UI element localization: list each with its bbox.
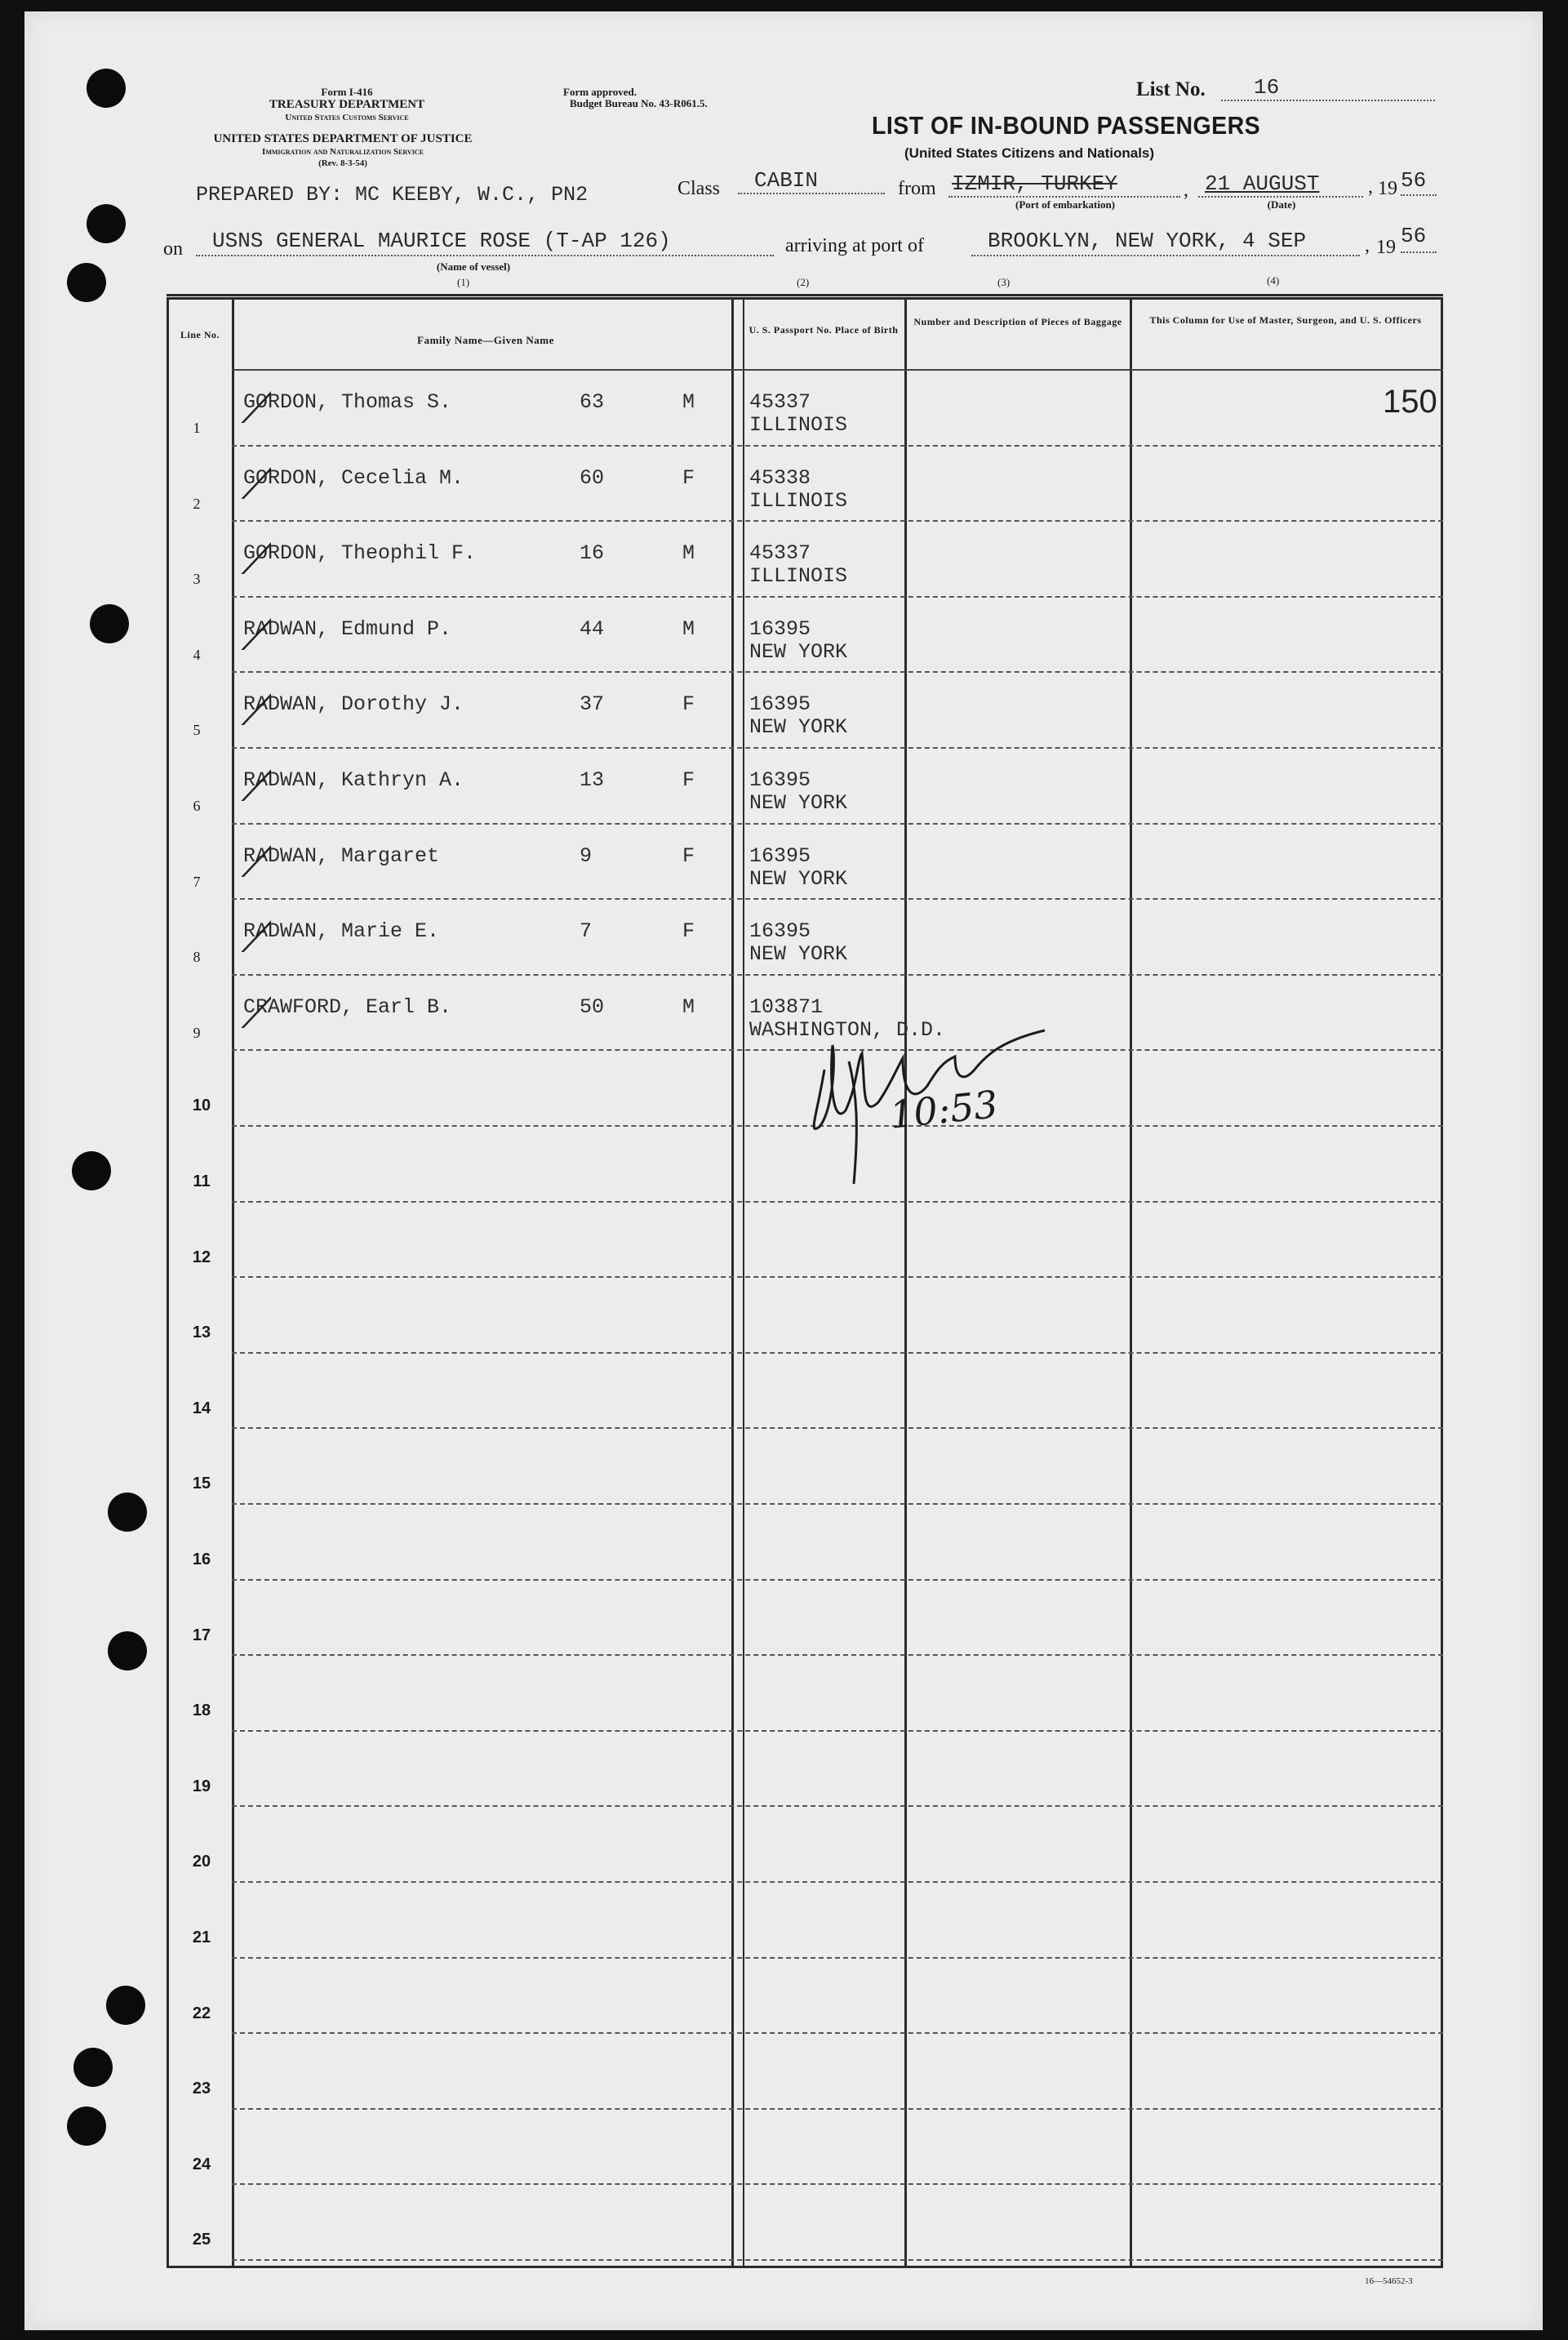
row-rule xyxy=(232,2183,1443,2185)
line-number: 12 xyxy=(192,1248,211,1266)
passenger-sex: F xyxy=(682,919,695,944)
passenger-name: GORDON, Theophil F. xyxy=(243,541,477,566)
on-label: on xyxy=(163,238,183,260)
binder-hole xyxy=(90,604,129,643)
prepared-by: PREPARED BY: MC KEEBY, W.C., PN2 xyxy=(196,183,589,207)
check-mark-icon xyxy=(214,979,271,1028)
col-divider xyxy=(232,297,234,2268)
line-number: 2 xyxy=(193,495,201,512)
line-number: 8 xyxy=(193,949,201,966)
passenger-sex: M xyxy=(682,616,695,641)
line-number: 10 xyxy=(192,1097,211,1115)
line-number: 6 xyxy=(193,798,201,814)
line-number: 4 xyxy=(193,646,201,663)
port-of-embarkation: IZMIR, TURKEY xyxy=(948,171,1180,198)
passenger-name: RADWAN, Edmund P. xyxy=(243,616,452,641)
line-number: 14 xyxy=(192,1399,211,1417)
row-rule xyxy=(232,1503,1443,1505)
col-divider xyxy=(1130,297,1132,2268)
budget-bureau: Budget Bureau No. 43-R061.5. xyxy=(570,97,708,109)
col-num-3: (3) xyxy=(997,276,1011,288)
form-id: Form I-416 xyxy=(321,86,373,98)
passport-number: 45337 xyxy=(749,390,811,414)
binder-hole xyxy=(73,2048,113,2087)
row-rule xyxy=(232,2259,1443,2261)
check-mark-icon xyxy=(214,450,271,499)
binder-hole xyxy=(108,1493,147,1532)
row-rule xyxy=(232,2032,1443,2034)
binder-hole xyxy=(67,263,106,302)
col-num-1: (1) xyxy=(457,276,470,288)
row-rule xyxy=(232,1427,1443,1429)
class-value: CABIN xyxy=(738,168,885,194)
passenger-name: CRAWFORD, Earl B. xyxy=(243,994,452,1019)
signature-time: 10:53 xyxy=(887,1082,1001,1137)
place-of-birth: NEW YORK xyxy=(749,942,848,967)
line-number: 21 xyxy=(192,1928,211,1946)
passport-number: 16395 xyxy=(749,692,811,717)
binder-hole xyxy=(106,1986,145,2025)
row-rule xyxy=(232,823,1443,825)
header-rule xyxy=(232,369,1443,371)
check-mark-icon xyxy=(214,525,271,574)
passenger-age: 60 xyxy=(580,465,605,490)
arriving-label: arriving at port of xyxy=(785,235,924,256)
page-title: LIST OF IN-BOUND PASSENGERS xyxy=(872,111,1261,140)
form-approved: Form approved. xyxy=(563,86,637,98)
line-number: 19 xyxy=(192,1777,211,1795)
from-label: from xyxy=(898,178,936,199)
line-number: 17 xyxy=(192,1626,211,1644)
row-rule xyxy=(232,747,1443,749)
line-number: 9 xyxy=(193,1024,201,1041)
passenger-name: RADWAN, Kathryn A. xyxy=(243,768,464,792)
year-2: 56 xyxy=(1401,224,1437,253)
place-of-birth: NEW YORK xyxy=(749,866,848,891)
justice-dept: UNITED STATES DEPARTMENT OF JUSTICE xyxy=(213,132,473,145)
check-mark-icon xyxy=(214,752,271,801)
page-subtitle: (United States Citizens and Nationals) xyxy=(904,145,1155,161)
passenger-name: RADWAN, Dorothy J. xyxy=(243,692,464,717)
passenger-age: 16 xyxy=(580,541,605,566)
passenger-age: 44 xyxy=(580,616,605,641)
passport-number: 16395 xyxy=(749,919,811,944)
line-number: 15 xyxy=(192,1475,211,1493)
header-passport: U. S. Passport No. Place of Birth xyxy=(748,324,899,336)
line-number: 7 xyxy=(193,873,201,890)
col-divider xyxy=(731,297,734,2268)
line-number: 22 xyxy=(192,2004,211,2022)
row-rule xyxy=(232,445,1443,447)
footer-code: 16—54652-3 xyxy=(1365,2276,1413,2286)
binder-hole xyxy=(87,69,126,108)
officer-note: 150 xyxy=(1383,384,1437,420)
row-rule xyxy=(232,1957,1443,1959)
line-number: 11 xyxy=(193,1172,211,1190)
list-number: 16 xyxy=(1221,75,1435,101)
line-number: 23 xyxy=(192,2080,211,2098)
check-mark-icon xyxy=(214,374,271,423)
place-of-birth: NEW YORK xyxy=(749,639,848,664)
passenger-age: 9 xyxy=(580,843,593,868)
row-rule xyxy=(232,1276,1443,1278)
check-mark-icon xyxy=(214,676,271,725)
line-number: 18 xyxy=(192,1702,211,1720)
passenger-sex: M xyxy=(682,994,695,1019)
row-rule xyxy=(232,520,1443,522)
list-label: List No. xyxy=(1136,78,1206,100)
check-mark-icon xyxy=(214,903,271,952)
row-rule xyxy=(232,596,1443,598)
line-number: 20 xyxy=(192,1853,211,1871)
passenger-name: GORDON, Cecelia M. xyxy=(243,465,464,490)
line-number: 16 xyxy=(192,1550,211,1568)
col-num-2: (2) xyxy=(797,276,810,288)
year-prefix-2: 19 xyxy=(1376,237,1396,258)
passenger-sex: M xyxy=(682,390,695,414)
place-of-birth: NEW YORK xyxy=(749,715,848,740)
year-1: 56 xyxy=(1401,168,1437,196)
check-mark-icon xyxy=(214,828,271,877)
col-num-4: (4) xyxy=(1267,274,1280,287)
place-of-birth: ILLINOIS xyxy=(749,488,848,513)
embark-date: 21 AUGUST xyxy=(1198,171,1363,198)
header-name: Family Name—Given Name xyxy=(417,334,554,346)
col-divider xyxy=(743,297,744,2268)
binder-hole xyxy=(108,1631,147,1670)
place-of-birth: NEW YORK xyxy=(749,791,848,815)
passenger-sex: F xyxy=(682,692,695,717)
vessel-name: USNS GENERAL MAURICE ROSE (T-AP 126) xyxy=(196,229,774,256)
port-embark-label: (Port of embarkation) xyxy=(1015,198,1116,211)
place-of-birth: ILLINOIS xyxy=(749,413,848,437)
passenger-name: RADWAN, Marie E. xyxy=(243,919,440,944)
binder-hole xyxy=(87,204,126,243)
line-number: 25 xyxy=(192,2231,211,2249)
passenger-sex: F xyxy=(682,768,695,792)
row-rule xyxy=(232,1654,1443,1656)
revision: (Rev. 8-3-54) xyxy=(318,158,367,168)
line-number: 3 xyxy=(193,571,201,588)
place-of-birth: ILLINOIS xyxy=(749,564,848,589)
row-rule xyxy=(232,1881,1443,1883)
row-rule xyxy=(232,1805,1443,1807)
passport-number: 103871 xyxy=(749,994,824,1019)
binder-hole xyxy=(67,2106,106,2146)
passenger-sex: F xyxy=(682,465,695,490)
class-label: Class xyxy=(677,178,721,199)
row-rule xyxy=(232,671,1443,673)
date-label: (Date) xyxy=(1267,198,1296,211)
passport-number: 16395 xyxy=(749,616,811,641)
check-mark-icon xyxy=(214,601,271,650)
ins-service: Immigration and Naturalization Service xyxy=(262,147,424,157)
passport-number: 45338 xyxy=(749,465,811,490)
row-rule xyxy=(232,2108,1443,2110)
row-rule xyxy=(232,974,1443,976)
header-line-no: Line No. xyxy=(180,329,220,340)
row-rule xyxy=(232,898,1443,900)
passenger-name: GORDON, Thomas S. xyxy=(243,390,452,414)
passport-number: 16395 xyxy=(749,768,811,792)
line-number: 1 xyxy=(193,420,201,436)
passenger-sex: M xyxy=(682,541,695,566)
row-rule xyxy=(232,1201,1443,1203)
row-rule xyxy=(232,1730,1443,1732)
place-of-birth: WASHINGTON, D.D. xyxy=(749,1017,946,1042)
line-number: 13 xyxy=(192,1323,211,1342)
passport-number: 45337 xyxy=(749,541,811,566)
passenger-age: 7 xyxy=(580,919,593,944)
vessel-label: (Name of vessel) xyxy=(436,260,511,273)
row-rule xyxy=(232,1352,1443,1354)
binder-hole xyxy=(72,1151,111,1190)
treasury-dept: TREASURY DEPARTMENT xyxy=(269,98,425,111)
arrival-port: BROOKLYN, NEW YORK, 4 SEP xyxy=(971,229,1360,256)
line-number: 24 xyxy=(192,2155,211,2173)
row-rule xyxy=(232,1579,1443,1581)
passenger-age: 63 xyxy=(580,390,605,414)
col-divider xyxy=(904,297,907,2268)
passenger-age: 37 xyxy=(580,692,605,717)
customs-service: United States Customs Service xyxy=(285,113,409,122)
header-baggage: Number and Description of Pieces of Baggage xyxy=(913,316,1122,327)
line-number: 5 xyxy=(193,722,201,739)
header-officers: This Column for Use of Master, Surgeon, and U. S. Officers xyxy=(1149,314,1422,326)
passenger-age: 13 xyxy=(580,768,605,792)
passport-number: 16395 xyxy=(749,843,811,868)
passenger-sex: F xyxy=(682,843,695,868)
passenger-name: RADWAN, Margaret xyxy=(243,843,440,868)
year-prefix-1: 19 xyxy=(1378,178,1397,199)
passenger-age: 50 xyxy=(580,994,605,1019)
passenger-table xyxy=(167,297,1443,2268)
